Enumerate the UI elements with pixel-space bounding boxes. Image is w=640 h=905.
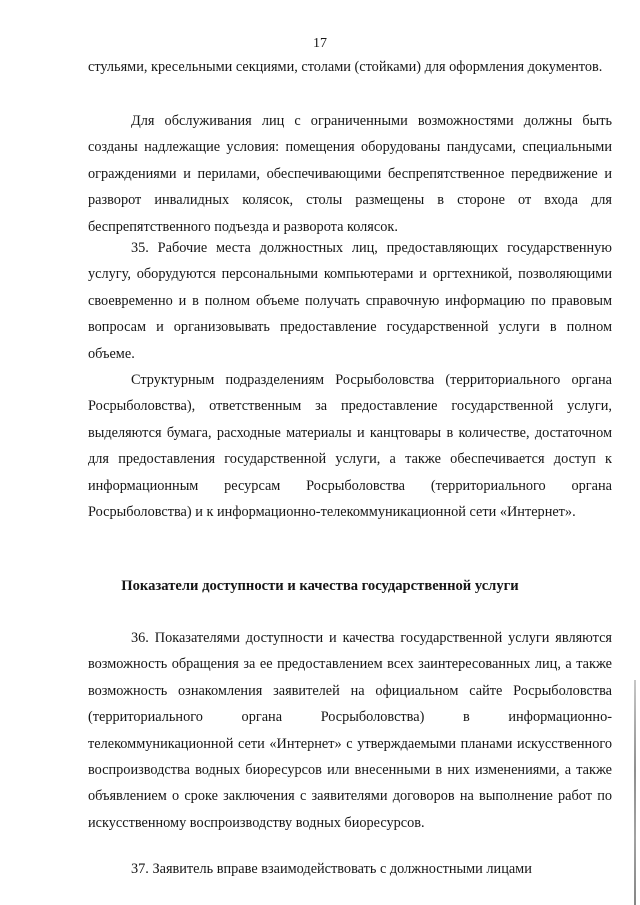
paragraph-37: 37. Заявитель вправе взаимодействовать с должностными лицами (131, 861, 532, 877)
section-heading: Показатели доступности и качества государственной услуги (121, 578, 519, 594)
page-number: 17 (313, 36, 327, 51)
paragraph-accessibility: Для обслуживания лиц с ограниченными возможностями должны быть созданы надлежащие условия: помещения оборудованы пандусами, специальными ограждениями и перилами, обеспечивающими беспрепятственное передвижение и разворот инвалидных колясок, столы размещены в стороне от входа для беспрепятственного подъезда и разворота колясок. (88, 113, 612, 235)
paragraph-35: 35. Рабочие места должностных лиц, предоставляющих государственную услугу, оборудуются персональными компьютерами и оргтехникой, позволяющими своевременно и в полном объеме получать справочную информацию по правовым вопросам и организовывать предоставление государственной услуги в полном объеме. (88, 240, 612, 362)
paragraph-36: 36. Показателями доступности и качества государственной услуги являются возможность обращения за ее предоставлением всех заинтересованных лиц, а также возможность ознакомления заявителей на официальном сайте Росрыболовства (территориального органа Росрыболовства) в информационно-телекоммуникационной сети «Интернет» с утверждаемыми планами искусственного воспроизводства водных биоресурсов или внесенными в них изменениями, а также объявлением о сроке заключения с заявителями договоров на выполнение работ по искусственному воспроизводству водных биоресурсов. (88, 630, 612, 831)
scan-edge-shadow (634, 680, 636, 905)
paragraph-structural-units: Структурным подразделениям Росрыболовства (территориального органа Росрыболовства), ответственным за предоставление государственной услуги, выделяются бумага, расходные материалы и канцтовары в количестве, достаточном для предоставления государственной услуги, а также обеспечивается доступ к информационным ресурсам Росрыболовства (территориального органа Росрыболовства) и к информационно-телекоммуникационной сети «Интернет». (88, 372, 612, 521)
paragraph-continuation: стульями, кресельными секциями, столами (стойками) для оформления документов. (88, 59, 603, 75)
